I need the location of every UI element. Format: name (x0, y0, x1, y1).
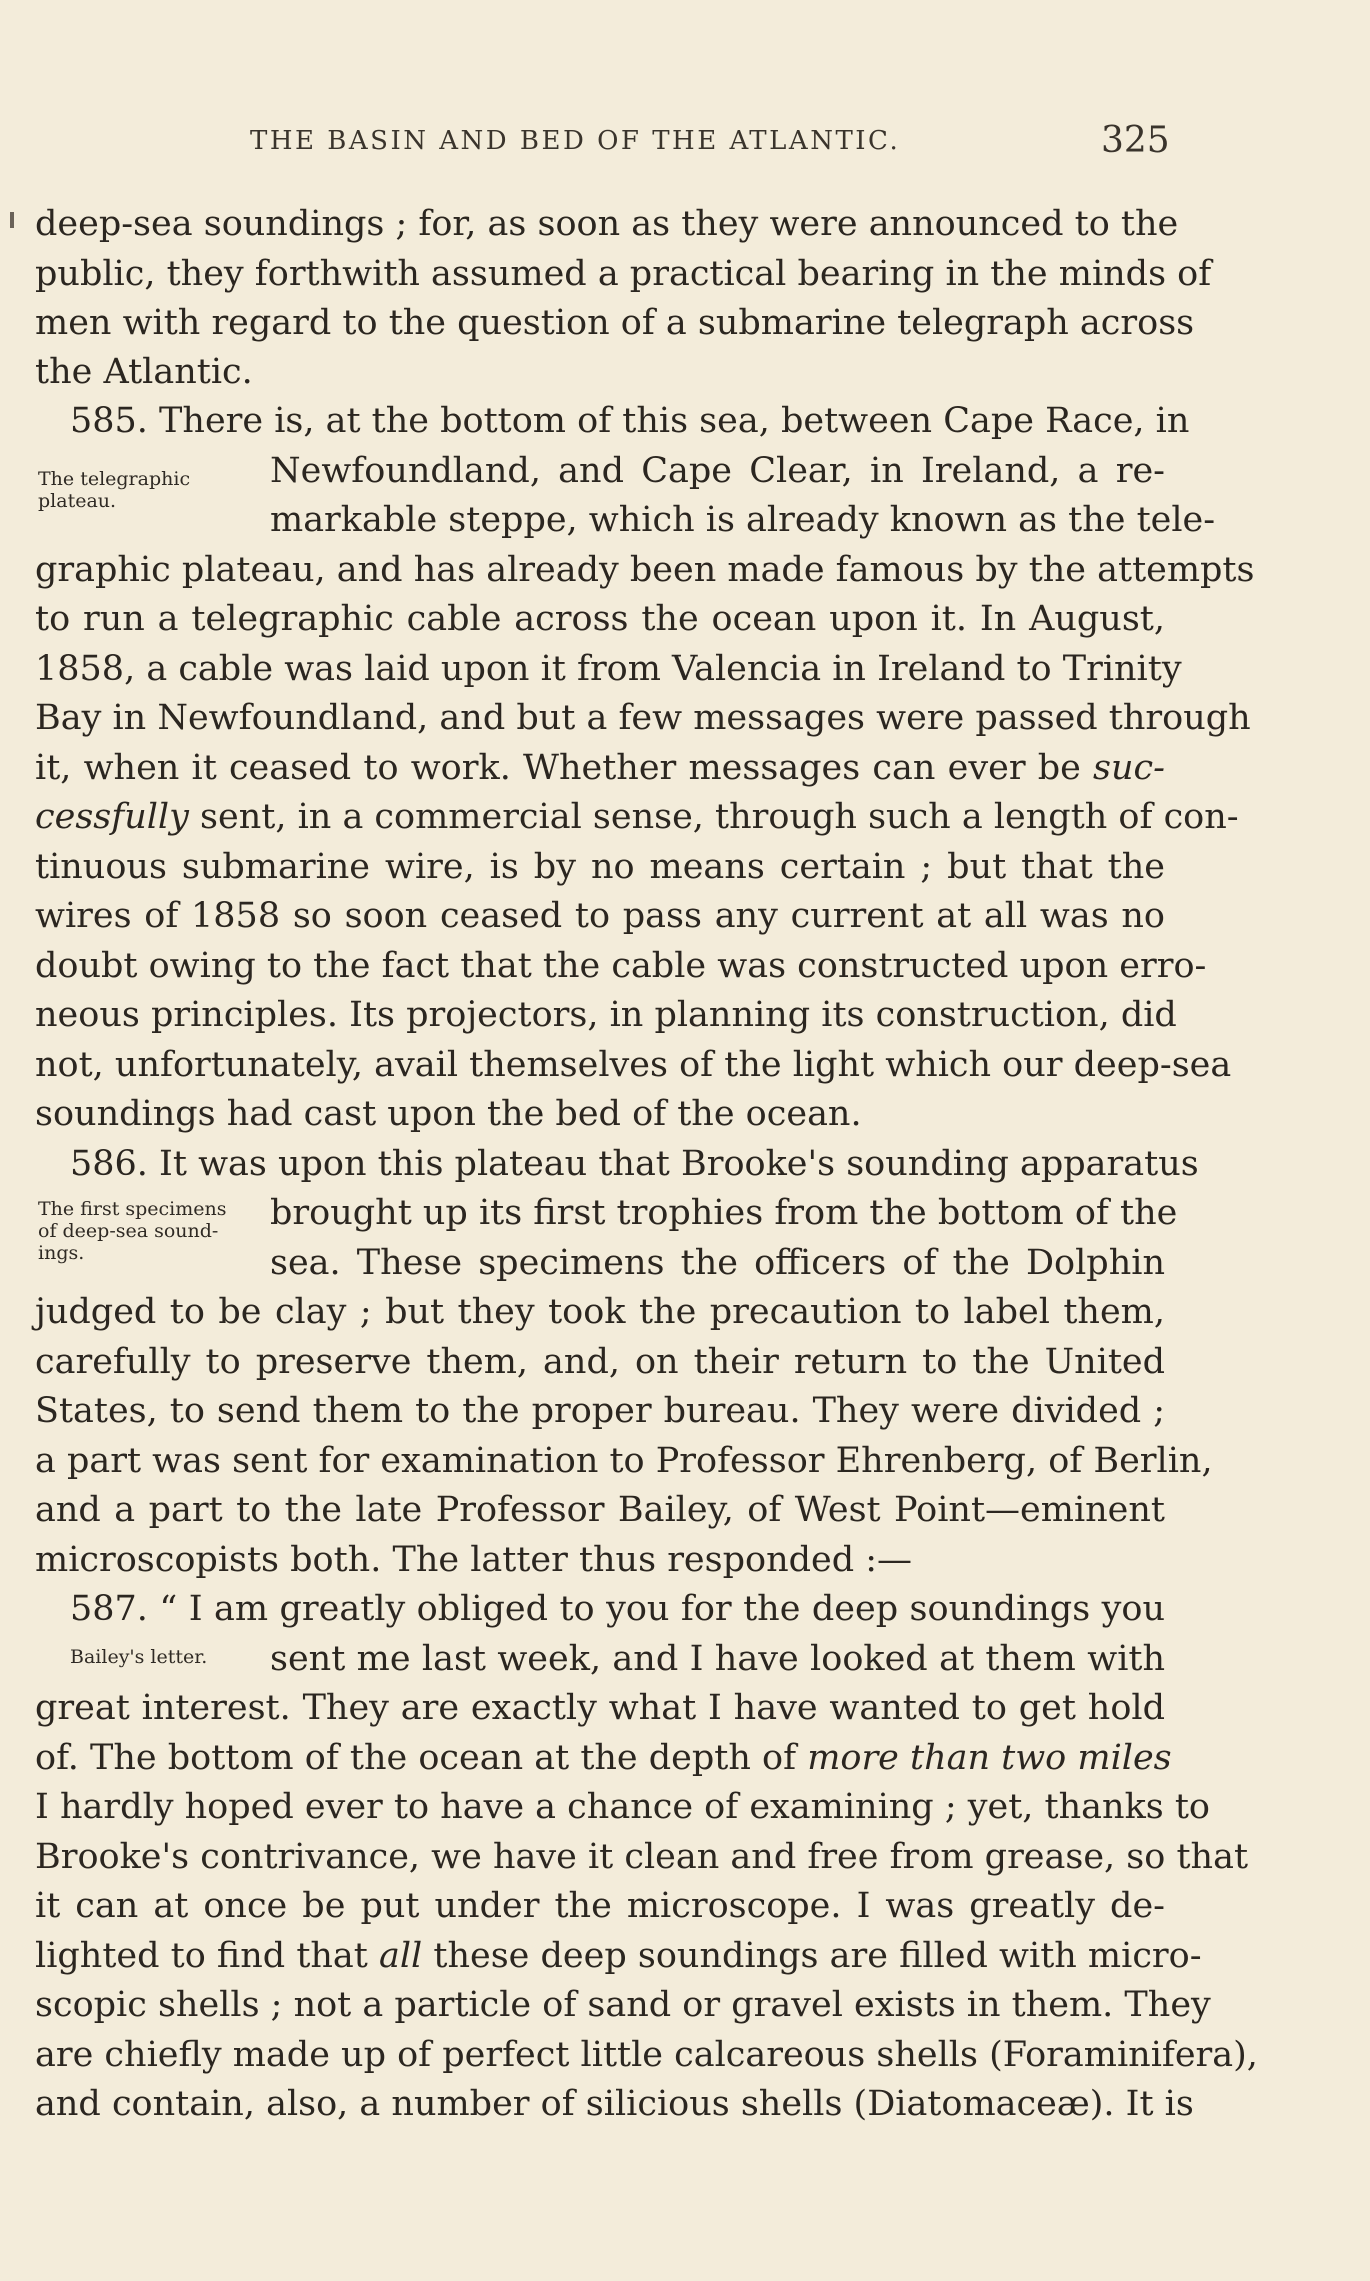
text-line: States, to send them to the proper bureau. They were divided ; (35, 1391, 1165, 1431)
sidenote-line: The telegraphic (38, 468, 191, 490)
text-line: public, they forthwith assumed a practical bearing in the minds of (35, 254, 1212, 294)
italic-word: suc- (1093, 748, 1165, 788)
text-line: it, when it ceased to work. Whether messages can ever be suc- (35, 748, 1165, 788)
text-line: to run a telegraphic cable across the ocean upon it. In August, (35, 599, 1165, 639)
page-header (0, 120, 1370, 162)
text-line: 1858, a cable was laid upon it from Valencia in Ireland to Trinity (35, 649, 1182, 689)
text-line: neous principles. Its projectors, in planning its construction, did (35, 995, 1177, 1035)
text-line: the Atlantic. (35, 352, 253, 392)
text-line: 587. “ I am greatly obliged to you for the deep soundings you (70, 1589, 1165, 1629)
text-line: markable steppe, which is already known as the tele- (270, 500, 1216, 540)
text-line: judged to be clay ; but they took the precaution to label them, (35, 1292, 1165, 1332)
text-line: deep-sea soundings ; for, as soon as they were announced to the (35, 204, 1179, 244)
text-line: are chiefly made up of perfect little calcareous shells (Foraminifera), (35, 2035, 1258, 2075)
sidenote-first-specimens (38, 1198, 227, 1264)
sidenote-line: ings. (38, 1242, 85, 1264)
text-line: cessfully sent, in a commercial sense, through such a length of con- (35, 797, 1239, 837)
text-line: lighted to find that all these deep soundings are filled with micro- (35, 1936, 1202, 1976)
sidenote-line: of deep-sea sound- (38, 1220, 219, 1242)
sidenote-line: plateau. (38, 490, 117, 512)
italic-word: cessfully (35, 797, 189, 837)
text-line: carefully to preserve them, and, on their return to the United (35, 1342, 1165, 1382)
text-line: it can at once be put under the microscope. I was greatly de- (35, 1886, 1165, 1926)
text-line: sea. These specimens the officers of the Dolphin (270, 1243, 1165, 1283)
text-line: 585. There is, at the bottom of this sea, between Cape Race, in (70, 401, 1190, 441)
text-line: graphic plateau, and has already been made famous by the attempts (35, 550, 1255, 590)
sidenote-line: Bailey's letter. (70, 1646, 208, 1668)
text-line: great interest. They are exactly what I have wanted to get hold (35, 1688, 1165, 1728)
sidenote-telegraphic-plateau (38, 468, 190, 512)
text-line: brought up its first trophies from the bottom of the (270, 1193, 1178, 1233)
text-line: tinuous submarine wire, is by no means certain ; but that the (35, 847, 1165, 887)
text-line: I hardly hoped ever to have a chance of examining ; yet, thanks to (35, 1787, 1210, 1827)
text-line: Newfoundland, and Cape Clear, in Ireland, a re- (270, 451, 1165, 491)
text-line: men with regard to the question of a submarine telegraph across (35, 303, 1195, 343)
sidenote-line: The first specimens (38, 1198, 227, 1220)
text-line: 586. It was upon this plateau that Brooke's sounding apparatus (70, 1144, 1199, 1184)
text-line: Brooke's contrivance, we have it clean and free from grease, so that (35, 1837, 1249, 1877)
italic-phrase: more than two miles (807, 1738, 1172, 1778)
italic-word: all (379, 1936, 423, 1976)
text-line: soundings had cast upon the bed of the ocean. (35, 1094, 862, 1134)
text-line: wires of 1858 so soon ceased to pass any current at all was no (35, 896, 1165, 936)
text-line: of. The bottom of the ocean at the depth of more than two miles (35, 1738, 1172, 1778)
text-line: doubt owing to the fact that the cable was constructed upon erro- (35, 946, 1207, 986)
sidenote-baileys-letter (70, 1646, 207, 1668)
page-number: 325 (1101, 120, 1170, 161)
text-line: and contain, also, a number of silicious shells (Diatomaceæ). It is (35, 2084, 1194, 2124)
running-title: THE BASIN AND BED OF THE ATLANTIC. (250, 126, 901, 156)
text-line: not, unfortunately, avail themselves of the light which our deep-sea (35, 1045, 1232, 1085)
text-line: and a part to the late Professor Bailey, of West Point—eminent (35, 1490, 1165, 1530)
text-line: scopic shells ; not a particle of sand or gravel exists in them. They (35, 1985, 1211, 2025)
margin-mark (10, 212, 14, 228)
text-line: Bay in Newfoundland, and but a few messages were passed through (35, 698, 1251, 738)
text-line: microscopists both. The latter thus responded :— (35, 1540, 913, 1580)
text-line: sent me last week, and I have looked at them with (270, 1639, 1165, 1679)
text-line: a part was sent for examination to Professor Ehrenberg, of Berlin, (35, 1441, 1213, 1481)
